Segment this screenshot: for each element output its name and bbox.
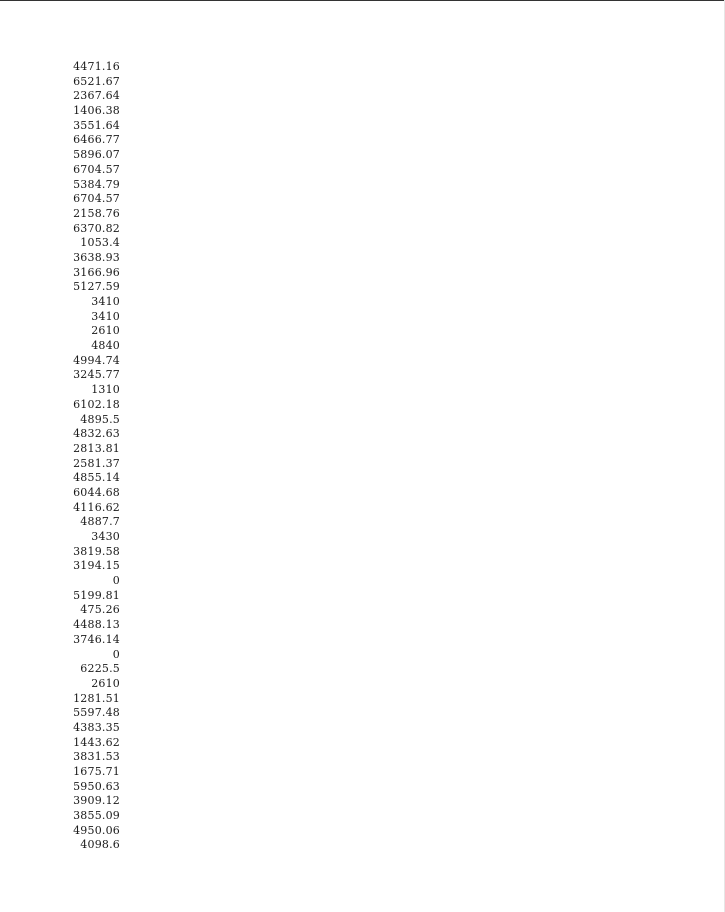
number-cell: 1281.51 <box>73 691 120 705</box>
number-cell: 1675.71 <box>73 765 120 778</box>
number-cell: 3430 <box>91 530 120 543</box>
number-column <box>40 60 120 853</box>
number-cell: 6466.77 <box>73 133 120 147</box>
number-cell: 3831.53 <box>73 750 120 764</box>
number-cell: 2367.64 <box>73 89 120 103</box>
number-cell: 4471.16 <box>73 60 120 73</box>
number-cell: 3410 <box>91 309 120 323</box>
number-cell: 475.26 <box>80 603 120 617</box>
number-cell: 1053.4 <box>80 236 120 250</box>
number-cell: 4383.35 <box>73 720 120 734</box>
number-cell: 3746.14 <box>73 632 120 646</box>
number-cell: 4994.74 <box>73 353 120 367</box>
number-cell: 5384.79 <box>73 177 120 191</box>
number-cell: 0 <box>112 647 120 661</box>
number-cell: 4840 <box>91 339 120 353</box>
number-cell: 3855.09 <box>73 809 120 823</box>
number-cell: 5127.59 <box>73 280 120 294</box>
number-cell: 3638.93 <box>73 250 120 264</box>
number-cell: 6704.57 <box>73 162 120 176</box>
number-cell: 2581.37 <box>73 456 120 470</box>
number-cell: 2610 <box>91 676 120 690</box>
number-cell: 3245.77 <box>73 368 120 382</box>
number-cell: 4116.62 <box>73 500 120 514</box>
number-cell: 5950.63 <box>73 779 120 793</box>
top-border-line <box>0 0 725 1</box>
number-cell: 6370.82 <box>73 221 120 235</box>
number-cell: 6521.67 <box>73 74 120 88</box>
number-cell: 4855.14 <box>73 471 120 485</box>
number-cell: 4098.6 <box>80 838 120 852</box>
number-cell: 4887.7 <box>80 515 120 529</box>
number-cell: 6225.5 <box>80 662 120 676</box>
number-cell: 2158.76 <box>73 206 120 220</box>
number-cell: 2813.81 <box>73 441 120 455</box>
number-cell: 5199.81 <box>73 588 120 602</box>
number-cell: 5597.48 <box>73 706 120 720</box>
number-cell: 1310 <box>91 383 120 397</box>
number-cell: 2610 <box>91 324 120 338</box>
number-cell: 3551.64 <box>73 118 120 132</box>
number-cell: 5896.07 <box>73 148 120 162</box>
number-cell: 1406.38 <box>73 104 120 118</box>
number-cell: 4832.63 <box>73 427 120 441</box>
number-cell: 3410 <box>91 295 120 308</box>
number-cell: 3909.12 <box>73 794 120 808</box>
number-cell: 3819.58 <box>73 544 120 558</box>
number-cell: 3166.96 <box>73 265 120 279</box>
number-cell: 6044.68 <box>73 485 120 499</box>
number-cell: 1443.62 <box>73 735 120 749</box>
number-cell: 4895.5 <box>80 412 120 426</box>
number-cell: 4950.06 <box>73 823 120 837</box>
number-cell: 6102.18 <box>73 397 120 411</box>
number-cell: 3194.15 <box>73 559 120 573</box>
number-cell: 0 <box>112 574 120 588</box>
number-cell: 4488.13 <box>73 618 120 632</box>
number-cell: 6704.57 <box>73 192 120 206</box>
